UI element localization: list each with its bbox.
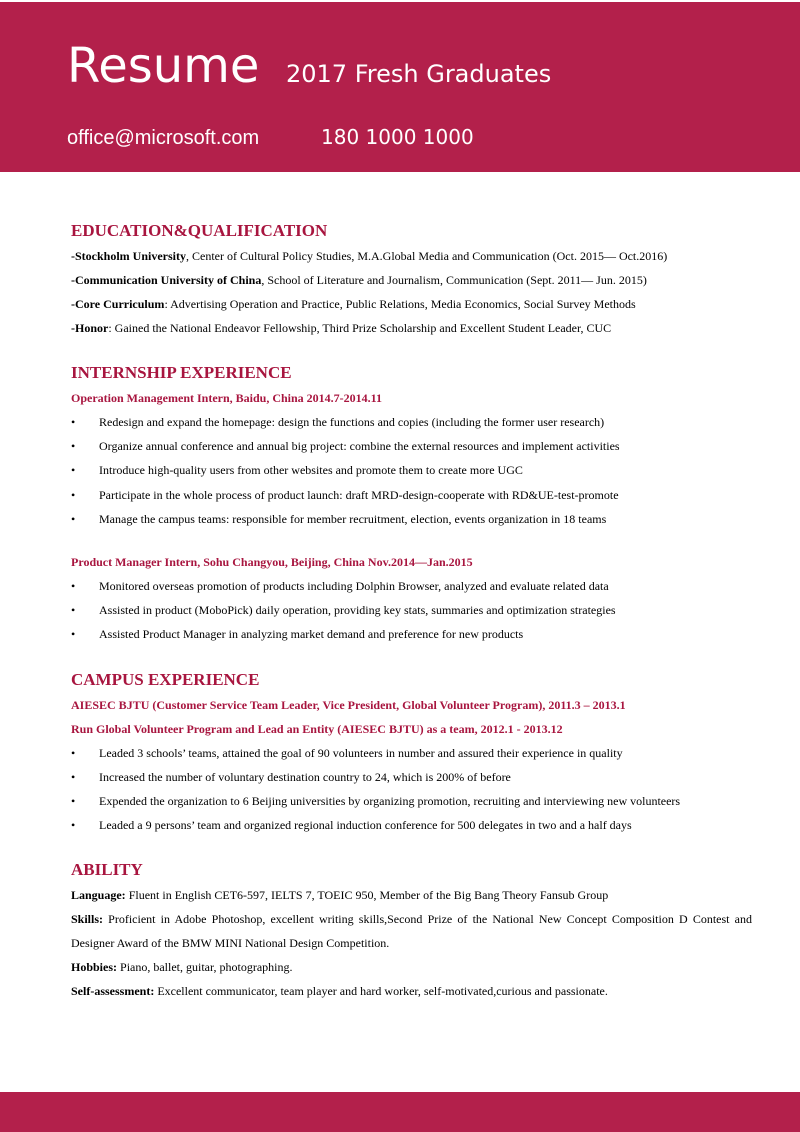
ability-item [71,907,752,955]
section-title: EDUCATION&QUALIFICATION [71,221,328,240]
item-label: Skills: [71,912,104,927]
item-text: Piano, ballet, guitar, photographing. [117,960,293,975]
list-item [71,765,752,789]
bullet-icon: • [71,745,76,760]
item-label: Self-assessment: [71,984,155,999]
list-item-text: Redesign and expand the homepage: design the functions and copies (including the former user research) [99,415,605,429]
footer-banner [0,1092,800,1132]
list-item [71,813,752,837]
section-title: INTERNSHIP EXPERIENCE [71,363,292,382]
item-label: -Communication University of China [71,273,262,287]
education-item [71,268,752,292]
item-text: Excellent communicator, team player and hard worker, self-motivated,curious and passionate. [154,984,608,999]
list-item [71,574,752,598]
phone-text: 180 1000 1000 [321,125,474,149]
bullet-icon: • [71,603,76,618]
list-item [71,458,752,482]
item-label: -Stockholm University [71,249,186,263]
list-item [71,789,752,813]
header-banner [0,2,800,172]
list-item [71,483,752,507]
list-item-text: Assisted Product Manager in analyzing market demand and preference for new products [99,627,524,642]
item-text: : Advertising Operation and Practice, Public Relations, Media Economics, Social Survey Methods [164,297,636,311]
bullet-icon: • [71,487,76,502]
education-section [71,218,752,340]
bullet-icon: • [71,794,76,809]
list-item [71,410,752,434]
list-item-text: Leaded a 9 persons’ team and organized regional induction conference for 500 delegates in two and a half days [99,818,632,833]
bullet-list [71,574,752,647]
item-label: Language: [71,888,126,903]
item-text: : Gained the National Endeavor Fellowship, Third Prize Scholarship and Excellent Student Leader, CUC [108,321,612,335]
ability-section [71,857,752,1003]
list-item [71,622,752,646]
education-item [71,244,752,268]
list-item-text: Monitored overseas promotion of products including Dolphin Browser, analyzed and evaluate related data [99,579,609,594]
resume-body [71,218,752,1023]
job-title: Product Manager Intern, Sohu Changyou, Beijing, China Nov.2014—Jan.2015 [71,555,473,570]
list-item-text: Increased the number of voluntary destination country to 24, which is 200% of before [99,769,511,784]
list-item [71,598,752,622]
list-item [71,434,752,458]
resume-title: Resume [67,38,260,94]
list-item [71,741,752,765]
bullet-icon: • [71,627,76,642]
campus-section [71,667,752,838]
item-text: Fluent in English CET6-597, IELTS 7, TOEIC 950, Member of the Big Bang Theory Fansub Group [125,888,609,903]
bullet-icon: • [71,818,76,833]
item-text: , Center of Cultural Policy Studies, M.A.Global Media and Communication (Oct. 2015— Oct.2016) [186,249,668,263]
job-title: Operation Management Intern, Baidu, China 2014.7-2014.11 [71,391,383,405]
list-item-text: Manage the campus teams: responsible for member recruitment, election, events organization in 18 teams [99,511,607,526]
internship-section [71,360,752,647]
spacer [71,531,752,550]
section-title: CAMPUS EXPERIENCE [71,669,260,689]
bullet-icon: • [71,579,76,594]
list-item-text: Assisted in product (MoboPick) daily operation, providing key stats, summaries and optimization strategies [99,603,616,618]
list-item-text: Introduce high-quality users from other websites and promote them to create more UGC [99,463,523,478]
ability-item [71,955,752,979]
list-item-text: Leaded 3 schools’ teams, attained the goal of 90 volunteers in number and assured their experience in quality [99,745,623,760]
item-label: Hobbies: [71,960,118,975]
bullet-icon: • [71,511,76,526]
list-item-text: Participate in the whole process of product launch: draft MRD-design-cooperate with RD&UE-test-promote [99,487,619,502]
bullet-list [71,741,752,838]
bullet-icon: • [71,769,76,784]
item-text: , School of Literature and Journalism, Communication (Sept. 2011— Jun. 2015) [261,273,647,287]
section-title: ABILITY [71,860,143,880]
bullet-icon: • [71,463,76,478]
bullet-icon: • [71,415,76,429]
item-label: -Honor [71,321,109,335]
bullet-icon: • [71,439,76,454]
ability-item [71,883,752,907]
list-item-text: Expended the organization to 6 Beijing universities by organizing promotion, recruiting and interviewing new volunteers [99,794,681,809]
list-item-text: Organize annual conference and annual big project: combine the external resources and implement activities [99,439,620,454]
item-label: -Core Curriculum [71,297,165,311]
ability-item [71,979,752,1003]
education-item [71,316,752,340]
item-text: Proficient in Adobe Photoshop, excellent writing skills,Second Prize of the National New Concept Composition D Contest and Designer Award of the BMW MINI National Design Competition. [71,912,752,951]
email-text: office@microsoft.com [67,127,260,149]
list-item [71,507,752,531]
bullet-list [71,410,752,531]
resume-subtitle: 2017 Fresh Graduates [286,60,552,88]
education-item [71,292,752,316]
role-title: Run Global Volunteer Program and Lead an Entity (AIESEC BJTU) as a team, 2012.1 - 2013.12 [71,721,563,736]
role-title: AIESEC BJTU (Customer Service Team Leader, Vice President, Global Volunteer Program), 2011.3 – 2013.1 [71,697,626,712]
